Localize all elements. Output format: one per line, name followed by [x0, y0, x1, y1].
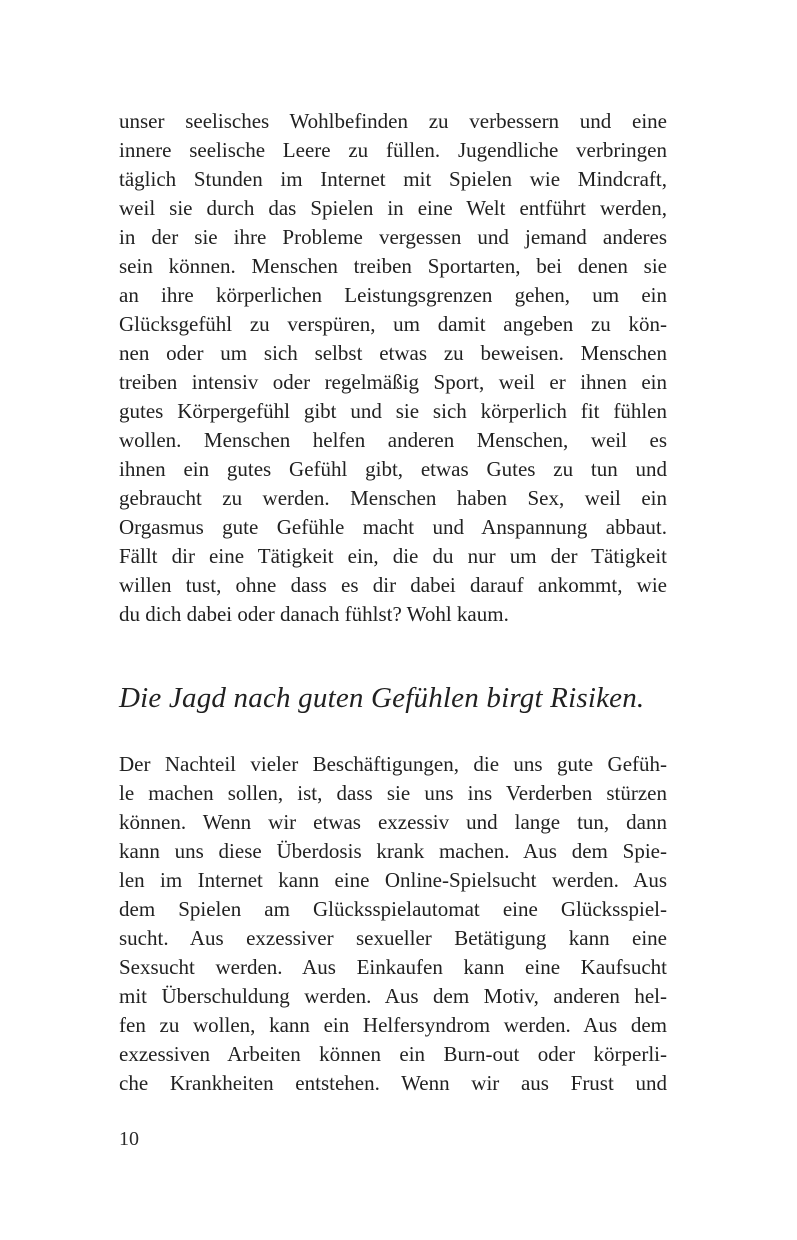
text-line: ihnen ein gutes Gefühl gibt, etwas Gutes zu tun und	[119, 457, 667, 481]
text-line: sucht. Aus exzessiver sexueller Betätigung kann eine	[119, 926, 667, 950]
text-line: in der sie ihre Probleme vergessen und jemand anderes	[119, 225, 667, 249]
page-number: 10	[119, 1128, 139, 1150]
text-line: che Krankheiten entstehen. Wenn wir aus Frust und	[119, 1071, 667, 1095]
text-line: Der Nachteil vieler Beschäftigungen, die uns gute Gefüh-	[119, 752, 667, 776]
text-line: weil sie durch das Spielen in eine Welt entführt werden,	[119, 196, 667, 220]
text-line: willen tust, ohne dass es dir dabei darauf ankommt, wie	[119, 573, 667, 597]
text-line: Fällt dir eine Tätigkeit ein, die du nur um der Tätigkeit	[119, 544, 667, 568]
text-line: du dich dabei oder danach fühlst? Wohl kaum.	[119, 602, 509, 626]
text-line: gutes Körpergefühl gibt und sie sich körperlich fit fühlen	[119, 399, 667, 423]
body-paragraph-1	[119, 107, 667, 629]
text-line: Sexsucht werden. Aus Einkaufen kann eine Kaufsucht	[119, 955, 667, 979]
text-line: Glücksgefühl zu verspüren, um damit angeben zu kön-	[119, 312, 667, 336]
text-line: dem Spielen am Glücksspielautomat eine Glücksspiel-	[119, 897, 667, 921]
text-line: len im Internet kann eine Online-Spielsucht werden. Aus	[119, 868, 667, 892]
text-line: wollen. Menschen helfen anderen Menschen, weil es	[119, 428, 667, 452]
text-line: unser seelisches Wohlbefinden zu verbessern und eine	[119, 109, 667, 133]
text-line: exzessiven Arbeiten können ein Burn-out oder körperli-	[119, 1042, 667, 1066]
text-line: nen oder um sich selbst etwas zu beweisen. Menschen	[119, 341, 667, 365]
text-line: le machen sollen, ist, dass sie uns ins Verderben stürzen	[119, 781, 667, 805]
text-line: kann uns diese Überdosis krank machen. Aus dem Spie-	[119, 839, 667, 863]
text-line: können. Wenn wir etwas exzessiv und lange tun, dann	[119, 810, 667, 834]
text-line: an ihre körperlichen Leistungsgrenzen gehen, um ein	[119, 283, 667, 307]
section-heading: Die Jagd nach guten Gefühlen birgt Risiken.	[119, 682, 645, 714]
text-line: mit Überschuldung werden. Aus dem Motiv, anderen hel-	[119, 984, 667, 1008]
text-line: treiben intensiv oder regelmäßig Sport, weil er ihnen ein	[119, 370, 667, 394]
text-block	[119, 107, 667, 1098]
text-line: täglich Stunden im Internet mit Spielen wie Mindcraft,	[119, 167, 667, 191]
body-paragraph-2	[119, 750, 667, 1098]
text-line: fen zu wollen, kann ein Helfersyndrom werden. Aus dem	[119, 1013, 667, 1037]
text-line: sein können. Menschen treiben Sportarten, bei denen sie	[119, 254, 667, 278]
text-line: innere seelische Leere zu füllen. Jugendliche verbringen	[119, 138, 667, 162]
text-line: gebraucht zu werden. Menschen haben Sex, weil ein	[119, 486, 667, 510]
text-line: Orgasmus gute Gefühle macht und Anspannung abbaut.	[119, 515, 667, 539]
